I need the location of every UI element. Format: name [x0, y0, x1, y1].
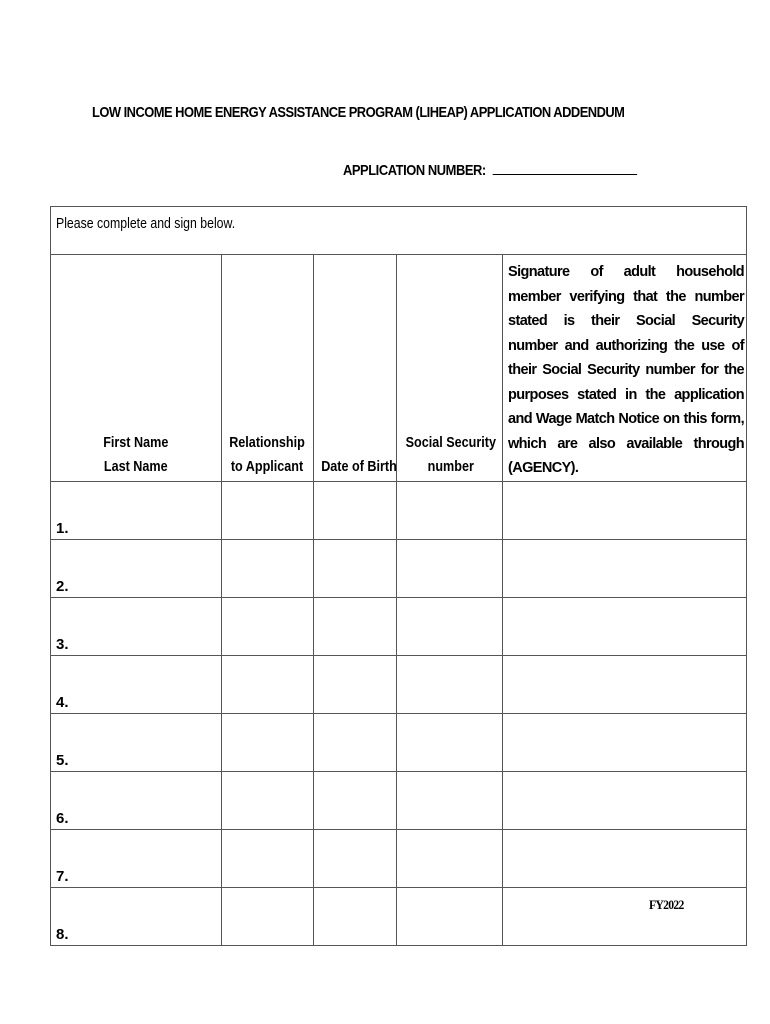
name-cell[interactable] — [51, 539, 222, 597]
header-dob — [314, 255, 397, 482]
row-number: 8. — [56, 925, 69, 943]
table-row — [51, 481, 747, 539]
row-number: 4. — [56, 693, 69, 711]
table-row — [51, 771, 747, 829]
ssn-cell[interactable] — [397, 887, 503, 945]
relationship-cell[interactable] — [222, 481, 314, 539]
table-row — [51, 887, 747, 945]
relationship-cell[interactable] — [222, 829, 314, 887]
table-row — [51, 539, 747, 597]
table-row — [51, 713, 747, 771]
signature-cell[interactable] — [503, 713, 747, 771]
dob-cell[interactable] — [314, 829, 397, 887]
ssn-cell[interactable] — [397, 829, 503, 887]
dob-cell[interactable] — [314, 887, 397, 945]
name-cell[interactable] — [51, 829, 222, 887]
header-relationship — [222, 255, 314, 482]
ssn-cell[interactable] — [397, 481, 503, 539]
dob-cell[interactable] — [314, 597, 397, 655]
application-number-label: APPLICATION NUMBER: — [343, 162, 486, 179]
ssn-cell[interactable] — [397, 771, 503, 829]
signature-cell[interactable] — [503, 655, 747, 713]
dob-cell[interactable] — [314, 713, 397, 771]
application-number-field — [343, 160, 637, 179]
ssn-cell[interactable] — [397, 539, 503, 597]
relationship-cell[interactable] — [222, 539, 314, 597]
header-ssn-line1: Social Security — [405, 433, 496, 451]
header-ssn — [397, 255, 503, 482]
header-last-name: Last Name — [104, 457, 168, 475]
dob-cell[interactable] — [314, 539, 397, 597]
row-number: 1. — [56, 519, 69, 537]
relationship-cell[interactable] — [222, 597, 314, 655]
table-row — [51, 655, 747, 713]
table-row — [51, 829, 747, 887]
row-number: 5. — [56, 751, 69, 769]
signature-cell[interactable] — [503, 597, 747, 655]
header-name — [51, 255, 222, 482]
header-signature-text: Signature of adult household member verifying that the number stated is their Social Security number and authorizing the use of their Social Security number for the purposes stated in the application and Wage Match Notice on this form, which are also available through (AGENCY). — [508, 264, 745, 476]
header-relationship-line2: to Applicant — [231, 457, 304, 475]
ssn-cell[interactable] — [397, 597, 503, 655]
ssn-cell[interactable] — [397, 713, 503, 771]
header-signature — [503, 255, 747, 482]
table-row — [51, 597, 747, 655]
relationship-cell[interactable] — [222, 887, 314, 945]
dob-cell[interactable] — [314, 655, 397, 713]
fiscal-year-footer: FY2022 — [649, 897, 684, 912]
header-ssn-line2: number — [427, 457, 474, 475]
signature-cell[interactable] — [503, 771, 747, 829]
row-number: 7. — [56, 867, 69, 885]
dob-cell[interactable] — [314, 771, 397, 829]
signature-cell[interactable] — [503, 539, 747, 597]
instruction-cell — [51, 207, 747, 255]
row-number: 3. — [56, 635, 69, 653]
name-cell[interactable] — [51, 655, 222, 713]
household-members-table — [50, 206, 747, 946]
application-number-blank[interactable] — [493, 160, 637, 175]
header-relationship-line1: Relationship — [229, 433, 306, 451]
signature-cell[interactable] — [503, 887, 747, 945]
signature-cell[interactable] — [503, 481, 747, 539]
row-number: 2. — [56, 577, 69, 595]
header-first-name: First Name — [103, 433, 169, 451]
name-cell[interactable] — [51, 713, 222, 771]
ssn-cell[interactable] — [397, 655, 503, 713]
instruction-text: Please complete and sign below. — [56, 215, 236, 232]
row-number: 6. — [56, 809, 69, 827]
name-cell[interactable] — [51, 771, 222, 829]
name-cell[interactable] — [51, 481, 222, 539]
dob-cell[interactable] — [314, 481, 397, 539]
relationship-cell[interactable] — [222, 771, 314, 829]
form-title: LOW INCOME HOME ENERGY ASSISTANCE PROGRAM (LIHEAP) APPLICATION ADDENDUM — [92, 104, 625, 121]
name-cell[interactable] — [51, 887, 222, 945]
header-dob-text: Date of Birth — [321, 457, 397, 475]
relationship-cell[interactable] — [222, 713, 314, 771]
signature-cell[interactable] — [503, 829, 747, 887]
relationship-cell[interactable] — [222, 655, 314, 713]
name-cell[interactable] — [51, 597, 222, 655]
